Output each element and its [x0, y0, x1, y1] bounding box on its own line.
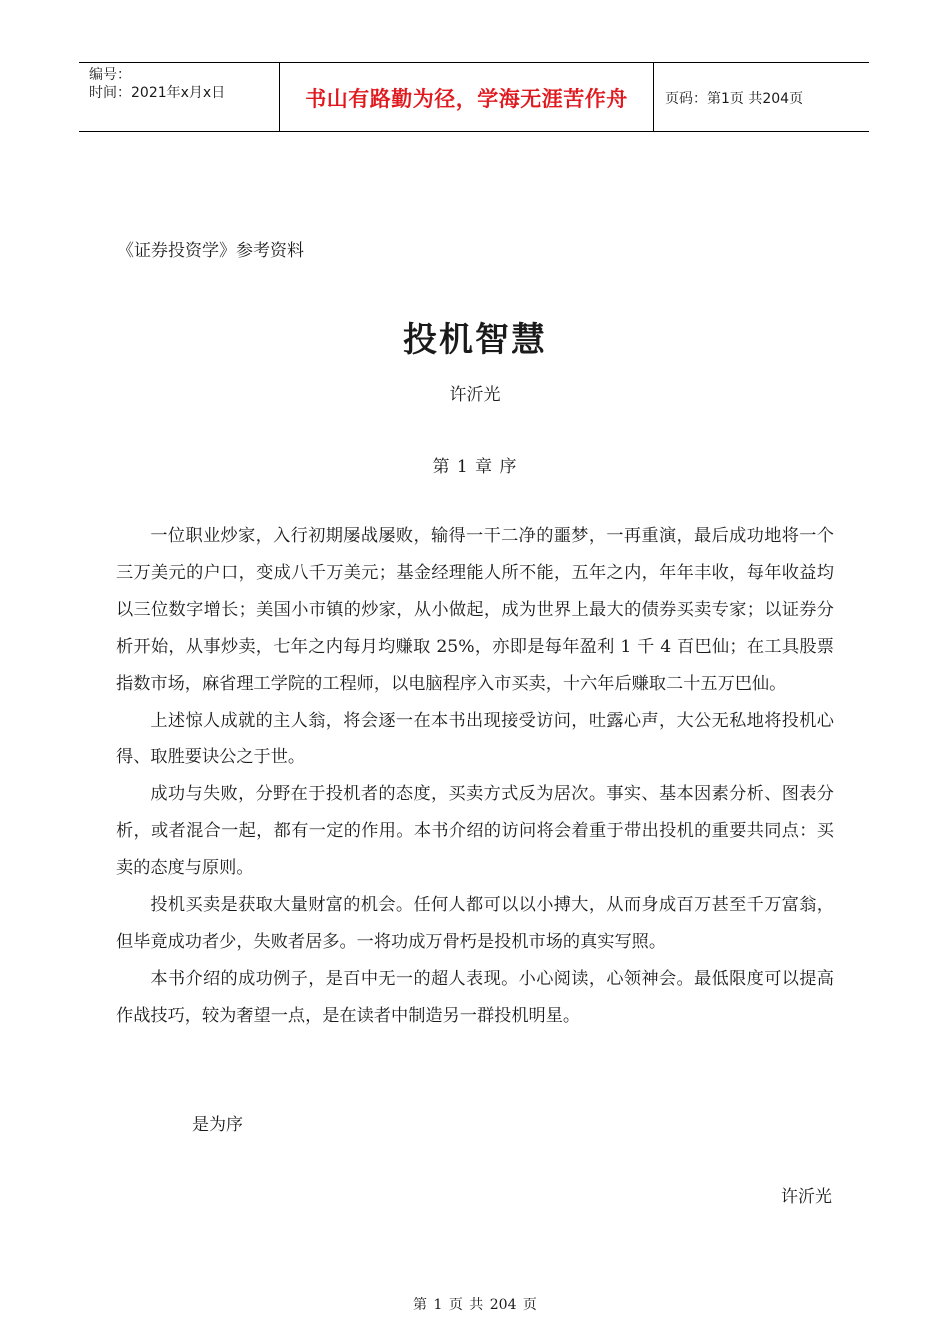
document-author: 许沂光	[449, 385, 501, 405]
paragraph: 投机买卖是获取大量财富的机会。任何人都可以以小搏大，从而身成百万甚至千万富翁，但毕竟成功者少，失败者居多。一将功成万骨朽是投机市场的真实写照。	[116, 895, 834, 952]
reference-note: 《证券投资学》参考资料	[117, 241, 304, 261]
header-meta-cell	[79, 63, 280, 131]
header-page-info: 页码：第1页 共204页	[665, 91, 804, 107]
paragraph: 一位职业炒家，入行初期屡战屡败，输得一干二净的噩梦，一再重演，最后成功地将一个三万美元的户口，变成八千万美元；基金经理能人所不能，五年之内，年年丰收，每年收益均以三位数字增长；美国小市镇的炒家，从小做起，成为世界上最大的债券买卖专家；以证券分析开始，从事炒卖，七年之内每月均赚取 25%，亦即是每年盈利 1 千 4 百巴仙；在工具股票指数市场，麻省理工学院的工程师，以电脑程序入市买卖，十六年后赚取二十五万巴仙。	[116, 526, 834, 694]
header-motto: 书山有路勤为径，学海无涯苦作舟	[280, 63, 654, 131]
signature: 许沂光	[781, 1187, 832, 1207]
document-title: 投机智慧	[403, 320, 547, 360]
document-number-label: 编号：	[89, 67, 131, 83]
closing-line: 是为序	[192, 1115, 243, 1135]
paragraph: 本书介绍的成功例子，是百中无一的超人表现。小心阅读，心领神会。最低限度可以提高作战技巧，较为奢望一点，是在读者中制造另一群投机明星。	[116, 968, 834, 1026]
preface-body	[116, 518, 834, 1035]
chapter-heading: 第 1 章 序	[432, 457, 518, 477]
document-time-label: 时间：2021年x月x日	[89, 85, 226, 101]
paragraph: 成功与失败，分野在于投机者的态度，买卖方式反为居次。事实、基本因素分析、图表分析，或者混合一起，都有一定的作用。本书介绍的访问将会着重于带出投机的重要共同点：买卖的态度与原则。	[116, 784, 834, 879]
page-footer: 第 1 页 共 204 页	[413, 1297, 537, 1313]
paragraph: 上述惊人成就的主人翁，将会逐一在本书出现接受访问，吐露心声，大公无私地将投机心得、取胜要诀公之于世。	[116, 710, 834, 768]
page-header	[79, 62, 869, 132]
